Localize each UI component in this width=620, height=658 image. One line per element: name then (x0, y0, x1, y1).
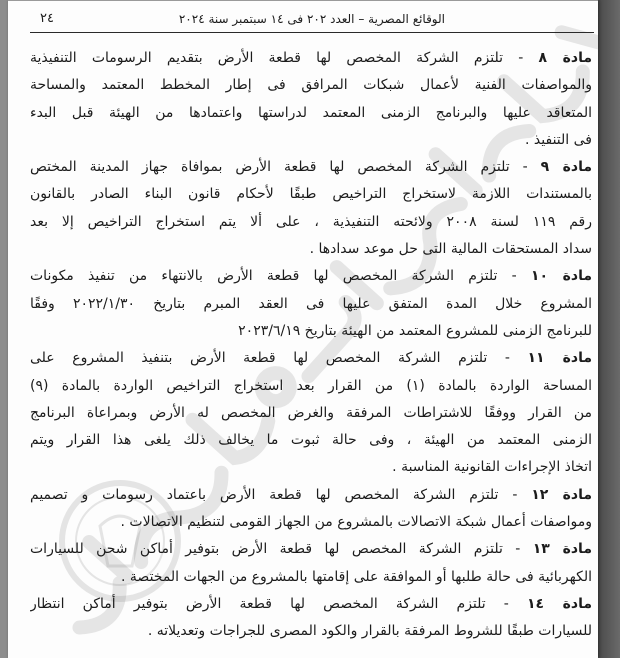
article-line (30, 154, 592, 181)
document-body (30, 45, 592, 646)
article-line: من القرار ووفقًا للاشتراطات المرفقة والغرض المخصص له الأرض وبمراعاة البرنامج (30, 404, 592, 421)
article-line: والمواصفات الفنية لأعمال شبكات المرافق فى إطار المخطط المعتمد والمساحة (30, 77, 592, 94)
article-number-label: مادة ١٢ (531, 486, 592, 503)
article-line (30, 263, 592, 290)
article-line: للبرنامج الزمنى للمشروع المعتمد من الهيئة بتاريخ ٢٠٢٣/٦/١٩ (238, 322, 592, 339)
article-line (30, 536, 592, 563)
gazette-title: الوقائع المصرية – العدد ٢٠٢ فى ١٤ سبتمبر سنة ٢٠٢٤ (178, 12, 445, 26)
header-divider (30, 32, 594, 33)
article-line-text: - تلتزم الشركة المخصص لها قطعة الأرض بتقديم الرسومات التنفيذية (30, 50, 524, 66)
article-number-label: مادة ٨ (538, 50, 592, 66)
article-line: سداد المستحقات المالية التى حل موعد سدادها . (309, 241, 592, 258)
article-line-text: - تلتزم الشركة المخصص لها قطعة الأرض بتنفيذ المشروع على (30, 350, 510, 367)
article-8 (30, 45, 592, 154)
article-line (30, 345, 592, 372)
page-header (30, 8, 594, 30)
article-line-text: - تلتزم الشركة المخصص لها قطعة الأرض بالانتهاء من تنفيذ مكونات (30, 268, 517, 285)
article-number-label: مادة ٩ (540, 159, 592, 176)
document-page (8, 0, 598, 658)
article-13 (30, 536, 592, 591)
article-line: اتخاذ الإجراءات القانونية المناسبة . (392, 459, 592, 476)
article-line: المساحة الواردة بالمادة (١) من القرار بعد استخراج التراخيص الواردة بالمادة (٩) (30, 377, 592, 394)
article-line-text: - تلتزم الشركة المخصص لها قطعة الأرض باعتماد رسومات و تصميم (30, 486, 518, 503)
article-line-text: - تلتزم الشركة المخصص لها قطعة الأرض بتوفير أماكن شحن للسيارات (30, 541, 521, 558)
article-line (30, 45, 592, 72)
page-number: ٢٤ (40, 11, 54, 26)
article-9 (30, 154, 592, 263)
article-11 (30, 345, 592, 481)
article-10 (30, 263, 592, 345)
article-number-label: مادة ١٠ (530, 268, 592, 285)
article-line-text: - تلتزم الشركة المخصص لها قطعة الأرض بموافاة جهاز المدينة المختص (30, 159, 528, 176)
article-14 (30, 591, 592, 646)
article-line: الزمنى المعتمد من الهيئة ، وفى حالة ثبوت ما يخالف ذلك يلغى هذا القرار ويتم (30, 432, 592, 449)
article-number-label: مادة ١١ (527, 350, 592, 367)
article-line: الكهربائية فى حالة طلبها أو الموافقة على إقامتها بالمشروع من الجهات المختصة . (121, 568, 592, 585)
article-line (30, 482, 592, 509)
article-number-label: مادة ١٤ (526, 595, 592, 612)
viewer-background-right (598, 0, 620, 658)
article-line: المشروع خلال المدة المتفق عليها فى العقد المبرم بتاريخ ٢٠٢٢/١/٣٠ وفقًا (30, 295, 592, 312)
article-line: ومواصفات أعمال شبكة الاتصالات بالمشروع من الجهاز القومى لتنظيم الاتصالات . (120, 514, 592, 531)
article-line-text: - تلتزم الشركة المخصص لها قطعة الأرض بتوفير أماكن انتظار (30, 595, 509, 612)
article-line: المتعاقد عليها والبرنامج الزمنى المعتمد لدراستها واعتمادها من الهيئة قبل البدء (30, 104, 592, 121)
article-line (30, 591, 592, 618)
viewer-background-left (0, 0, 8, 658)
article-line: فى التنفيذ . (525, 131, 592, 148)
article-number-label: مادة ١٣ (532, 541, 592, 558)
article-12 (30, 482, 592, 537)
article-line: للسيارات طبقًا للشروط المرفقة بالقرار والكود المصرى للجراجات وتعديلاته . (147, 623, 592, 640)
article-line: بالمستندات اللازمة لاستخراج التراخيص طبقًا لأحكام قانون البناء الصادر بالقانون (30, 186, 592, 203)
article-line: رقم ١١٩ لسنة ٢٠٠٨ ولائحته التنفيذية ، على ألا يتم استخراج التراخيص إلا بعد (30, 213, 592, 230)
